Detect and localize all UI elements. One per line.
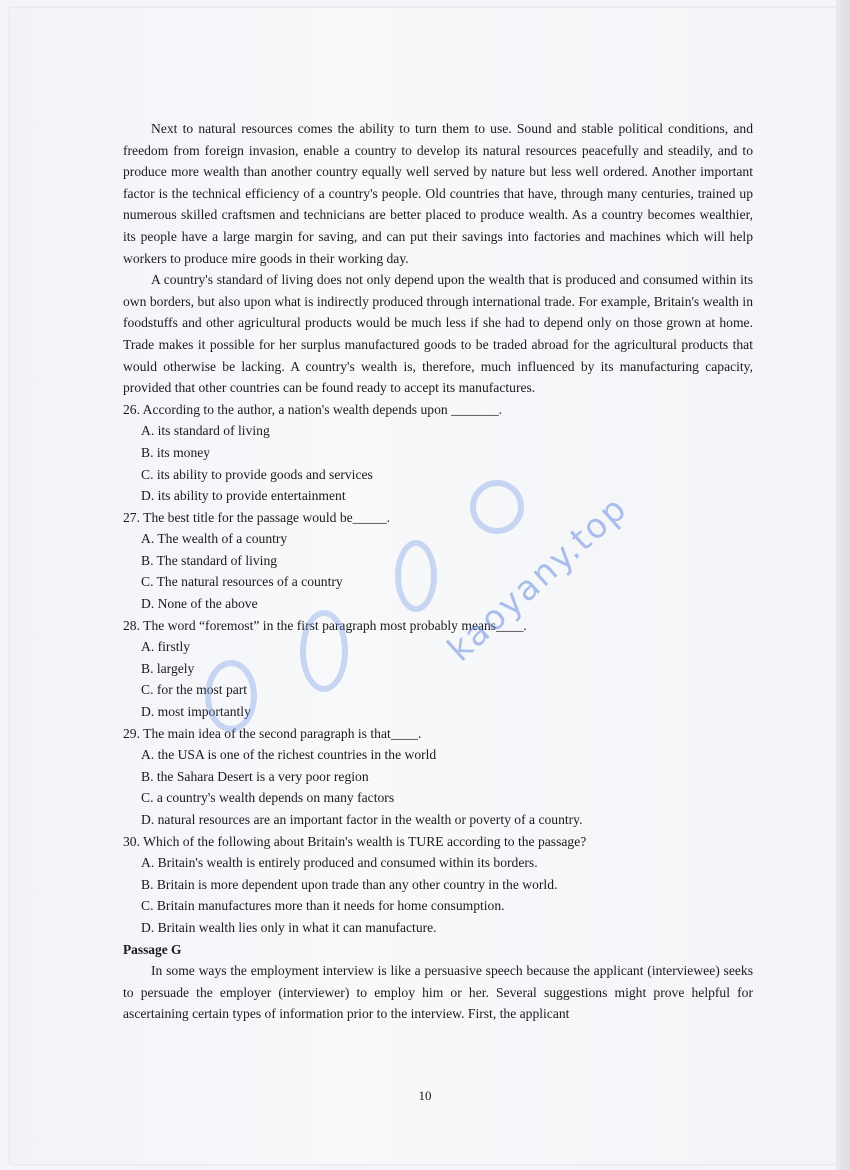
option-d: D. most importantly: [141, 704, 251, 720]
option-d: D. Britain wealth lies only in what it can manufacture.: [141, 919, 437, 935]
question-stem: 28. The word “foremost” in the first paragraph most probably means____.: [123, 617, 527, 633]
option-b: B. The standard of living: [141, 552, 278, 568]
option-b: B. Britain is more dependent upon trade than any other country in the world.: [141, 876, 558, 892]
watermark-stroke-icon: [300, 610, 348, 692]
option-d: D. None of the above: [141, 596, 258, 612]
option-a: A. Britain's wealth is entirely produced and consumed within its borders.: [141, 855, 538, 871]
question-stem: 29. The main idea of the second paragraph is that____.: [123, 725, 422, 741]
page-content: [123, 118, 753, 1025]
watermark-stroke-icon: [395, 540, 437, 612]
option-a: A. its standard of living: [141, 423, 270, 439]
option-c: C. its ability to provide goods and services: [141, 466, 373, 482]
option-c: C. for the most part: [141, 682, 248, 698]
question-stem: 30. Which of the following about Britain's wealth is TURE according to the passage?: [123, 833, 587, 849]
watermark-text: kaoyany.top: [440, 488, 636, 670]
page-number: 10: [418, 1088, 432, 1103]
option-b: B. the Sahara Desert is a very poor region: [141, 768, 369, 784]
question-27: [123, 507, 753, 615]
watermark-stroke-icon: [470, 480, 524, 534]
option-a: A. firstly: [141, 639, 191, 655]
question-26: [123, 399, 753, 507]
question-stem: 27. The best title for the passage would be_____.: [123, 509, 391, 525]
option-d: D. its ability to provide entertainment: [141, 488, 346, 504]
option-c: C. Britain manufactures more than it needs for home consumption.: [141, 898, 505, 914]
option-b: B. its money: [141, 444, 211, 460]
option-b: B. largely: [141, 660, 195, 676]
watermark-stroke-icon: [205, 660, 257, 732]
passage-paragraph-1: Next to natural resources comes the ability to turn them to use. Sound and stable political conditions, and freedom from foreign invasion, enable a country to develop its natural resources peacefully and steadily, and to produce more wealth than another country equally well served by nature but less well ordered. Another important factor is the technical efficiency of a country's people. Old countries that have, through many centuries, trained up numerous skilled craftsmen and technicians are better placed to produce wealth. As a country becomes wealthier, its people have a large margin for saving, and can put their savings into factories and machines which will help workers to produce mire goods in their working day.: [123, 121, 753, 266]
passage-g-text: In some ways the employment interview is like a persuasive speech because the applicant (interviewee) seeks to persuade the employer (interviewer) to employ him or her. Several suggestions might prove helpful for ascertaining certain types of information prior to the interview. First, the applicant: [123, 963, 753, 1022]
option-a: A. The wealth of a country: [141, 531, 288, 547]
option-c: C. a country's wealth depends on many factors: [141, 790, 395, 806]
question-30: [123, 831, 753, 939]
passage-paragraph-2: A country's standard of living does not only depend upon the wealth that is produced and consumed within its own borders, but also upon what is indirectly produced through international trade. For example, Britain's wealth in foodstuffs and other agricultural products would be much less if she had to depend only on those grown at home. Trade makes it possible for her surplus manufactured goods to be traded abroad for the agricultural products that would otherwise be lacking. A country's wealth is, therefore, much influenced by its manufacturing capacity, provided that other countries can be found ready to accept its manufactures.: [123, 272, 753, 396]
option-a: A. the USA is one of the richest countries in the world: [141, 747, 437, 763]
question-29: [123, 723, 753, 831]
passage-g-title: Passage G: [123, 941, 182, 957]
option-d: D. natural resources are an important factor in the wealth or poverty of a country.: [141, 812, 583, 827]
question-stem: 26. According to the author, a nation's wealth depends upon _______.: [123, 401, 503, 417]
page-edge-shadow: [836, 0, 850, 1170]
option-c: C. The natural resources of a country: [141, 574, 343, 590]
